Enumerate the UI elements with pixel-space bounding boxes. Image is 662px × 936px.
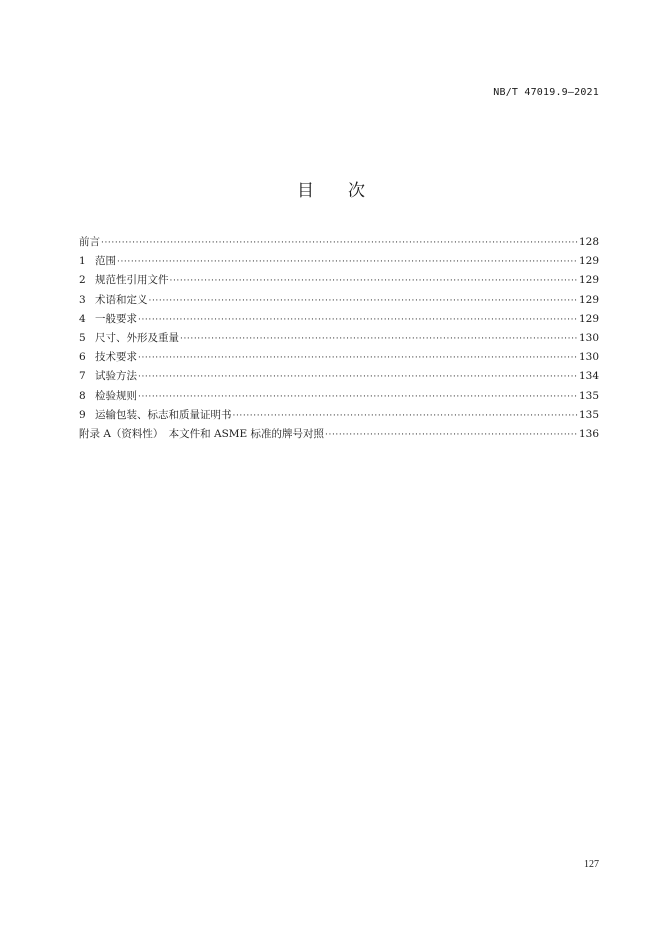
toc-entry-number: 2 <box>79 274 86 287</box>
toc-entry-foreword[interactable] <box>79 233 599 252</box>
dot-leader <box>180 330 578 349</box>
toc-entry-1[interactable] <box>79 252 599 271</box>
toc-entry-8[interactable] <box>79 387 599 406</box>
dot-leader <box>101 234 578 253</box>
page-number: 127 <box>584 859 599 870</box>
toc-entry-page: 130 <box>578 331 599 344</box>
toc-entry-9[interactable] <box>79 406 599 425</box>
dot-leader <box>117 253 578 272</box>
toc-entry-7[interactable] <box>79 367 599 386</box>
toc-entry-6[interactable] <box>79 348 599 367</box>
toc-entry-number: 5 <box>79 331 86 344</box>
toc-entry-page: 128 <box>578 236 599 248</box>
dot-leader <box>325 426 578 445</box>
toc-entry-number: 9 <box>79 408 86 421</box>
toc-entry-number: 6 <box>79 351 86 364</box>
toc-entry-label: 技术要求 <box>95 351 137 364</box>
toc-entry-label: 规范性引用文件 <box>95 274 169 287</box>
toc-entry-label: 术语和定义 <box>95 293 148 306</box>
toc-title: 目 次 <box>297 181 365 201</box>
toc-entry-page: 129 <box>578 274 599 287</box>
toc-entry-label: 尺寸、外形及重量 <box>95 331 179 344</box>
dot-leader <box>138 349 578 368</box>
standard-code: NB/T 47019.9—2021 <box>493 87 599 98</box>
toc-entry-number: 7 <box>79 370 86 383</box>
dot-leader <box>233 407 578 426</box>
toc-entry-label: 一般要求 <box>95 312 137 325</box>
toc-entry-number: 4 <box>79 312 86 325</box>
toc-entry-4[interactable] <box>79 310 599 329</box>
toc-entry-page: 129 <box>578 293 599 306</box>
toc-entry-page: 129 <box>578 312 599 325</box>
toc-entry-number: 8 <box>79 389 86 402</box>
toc-entry-number: 3 <box>79 293 86 306</box>
dot-leader <box>138 388 578 407</box>
toc-entry-label: 前言 <box>79 236 100 248</box>
toc-entry-page: 135 <box>578 408 599 421</box>
toc-entry-number: 1 <box>79 255 86 268</box>
toc-entry-label: 试验方法 <box>95 370 137 383</box>
dot-leader <box>138 368 578 387</box>
toc-entry-appendix-a[interactable] <box>79 425 599 444</box>
table-of-contents <box>79 233 599 444</box>
toc-entry-page: 130 <box>578 351 599 364</box>
toc-entry-page: 135 <box>578 389 599 402</box>
toc-entry-2[interactable] <box>79 271 599 290</box>
dot-leader <box>138 311 578 330</box>
toc-entry-page: 129 <box>578 255 599 268</box>
toc-entry-page: 136 <box>578 427 599 440</box>
toc-entry-3[interactable] <box>79 291 599 310</box>
toc-entry-label: 附录 A（资料性） 本文件和 ASME 标准的牌号对照 <box>79 427 325 440</box>
toc-entry-label: 检验规则 <box>95 389 137 402</box>
toc-entry-label: 范围 <box>95 255 116 268</box>
dot-leader <box>149 292 578 311</box>
toc-entry-page: 134 <box>578 370 599 383</box>
dot-leader <box>170 272 578 291</box>
toc-entry-5[interactable] <box>79 329 599 348</box>
toc-entry-label: 运输包装、标志和质量证明书 <box>95 408 232 421</box>
